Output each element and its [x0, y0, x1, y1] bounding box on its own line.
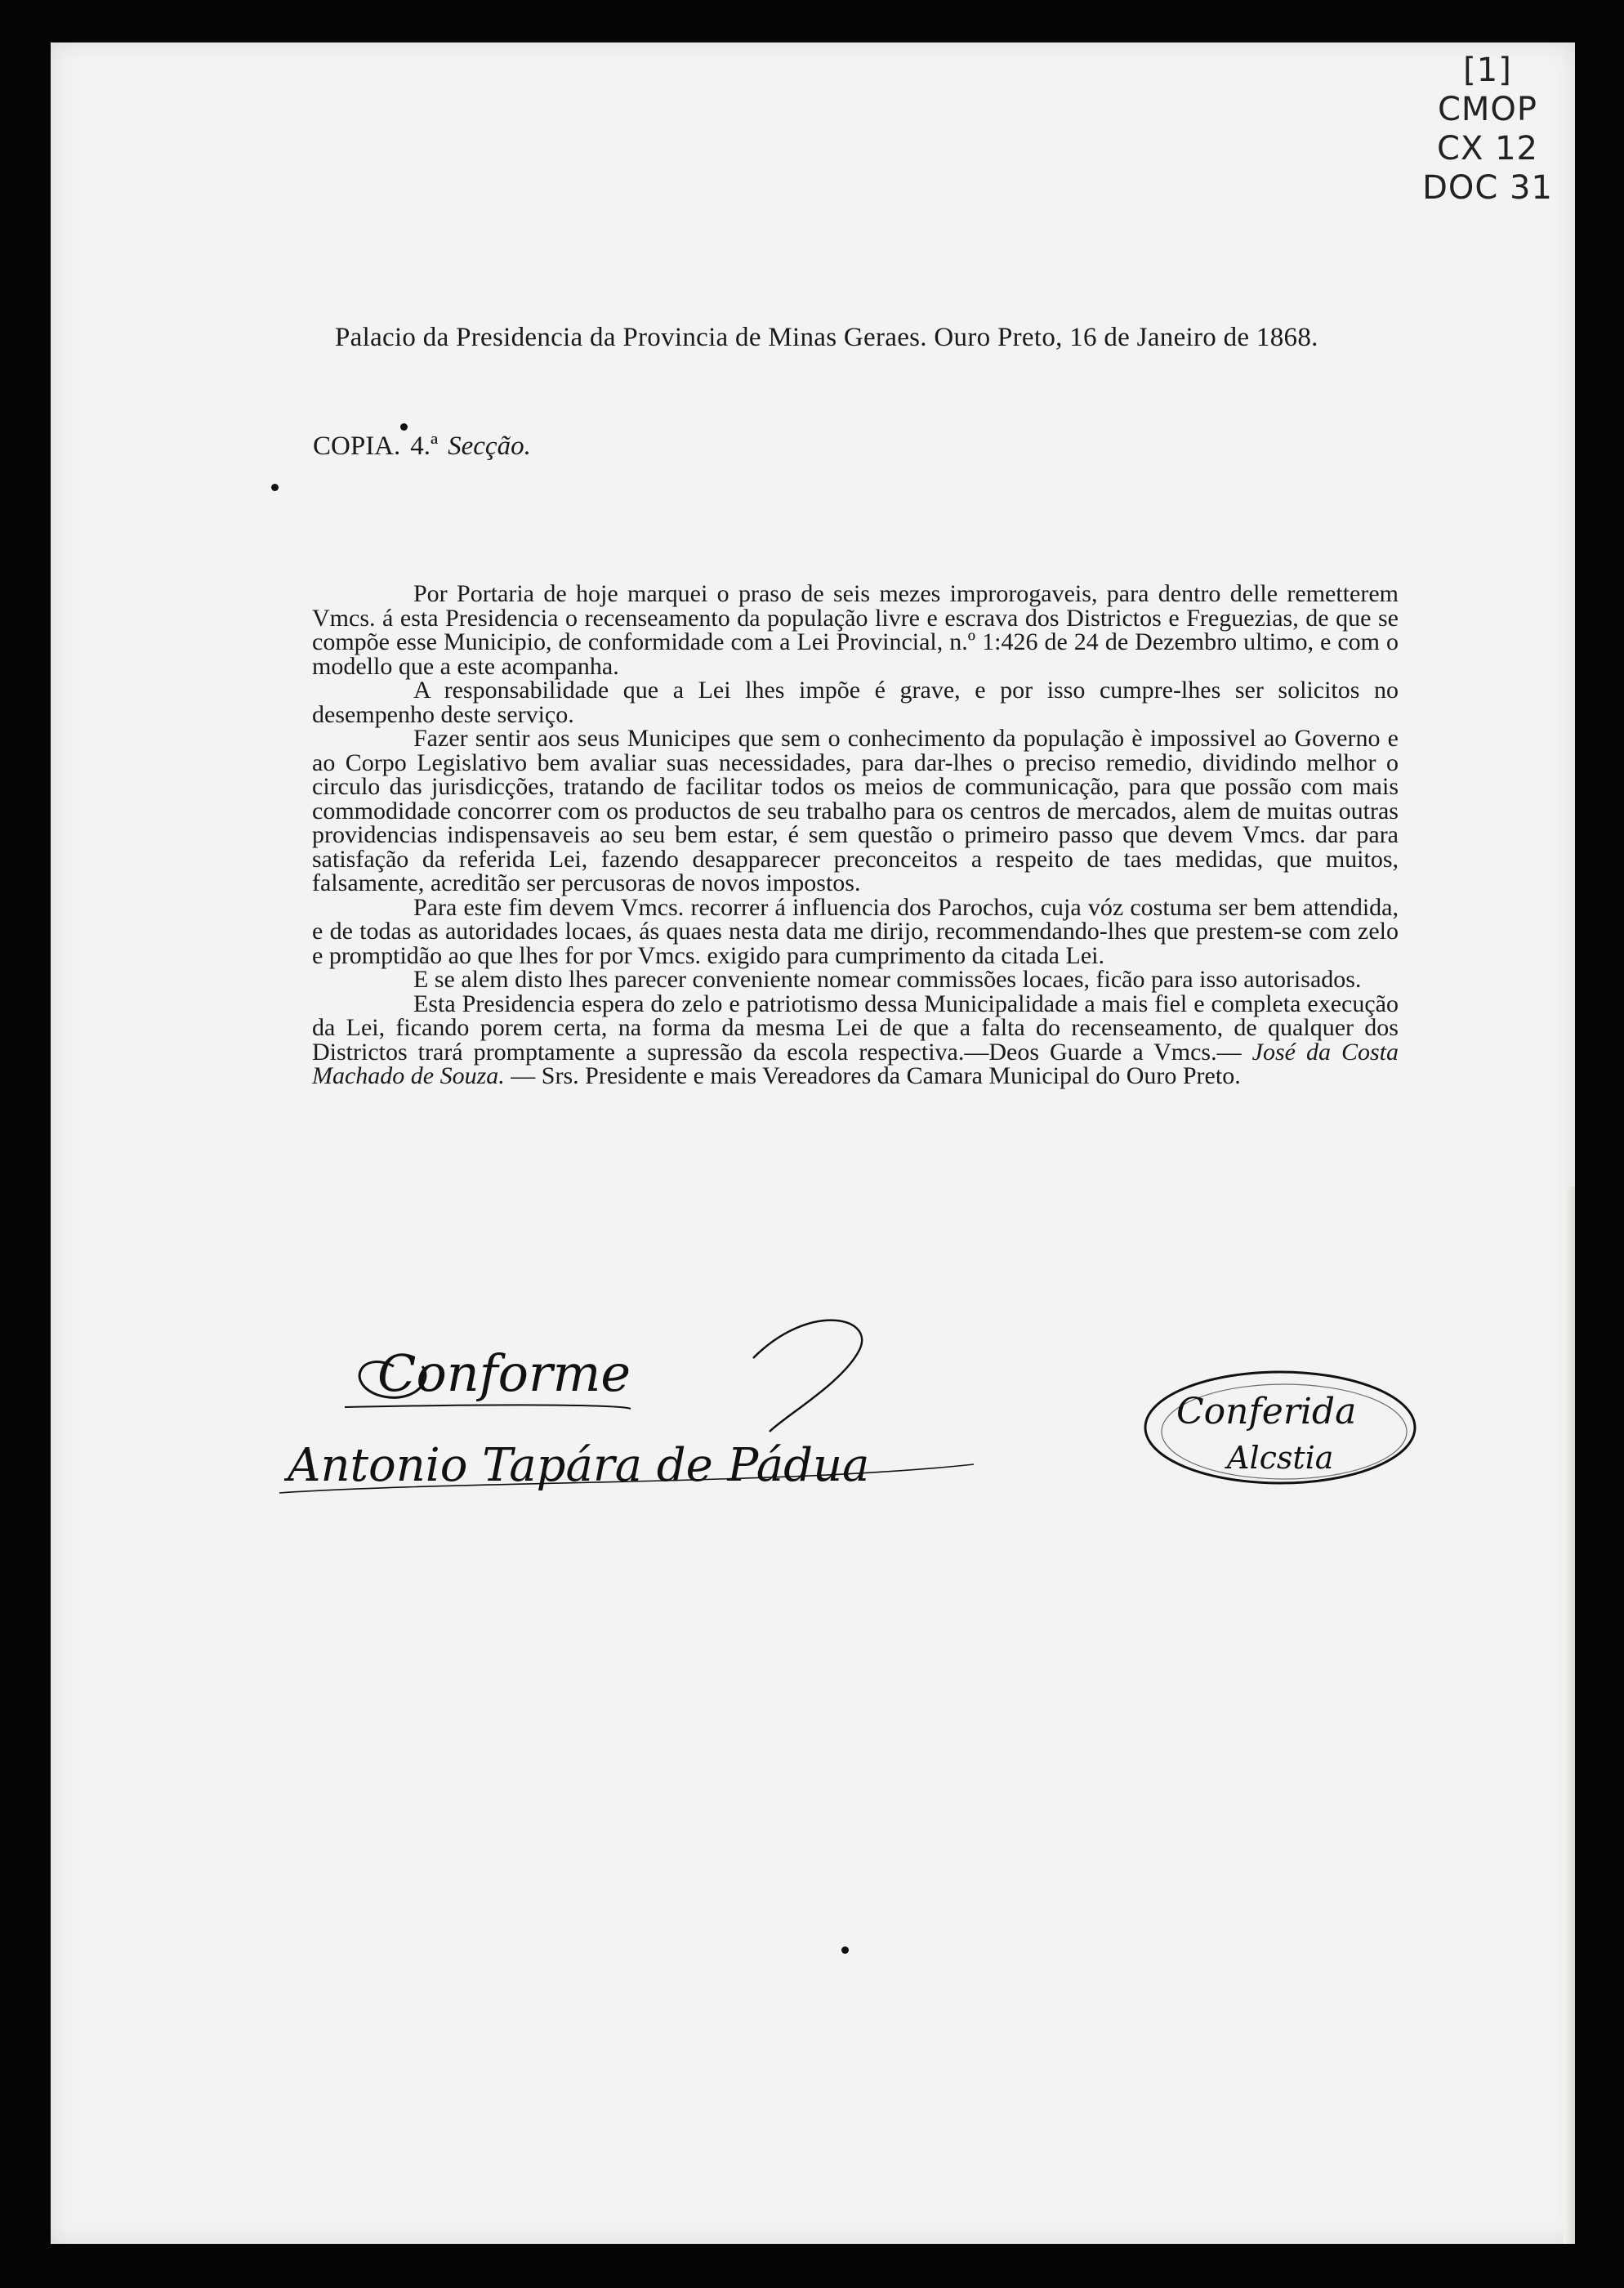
signature-conferida: Conferida — [1176, 1391, 1357, 1432]
ink-dot — [841, 1946, 849, 1954]
signature-initials: Alcstia — [1227, 1440, 1334, 1476]
page-edge-shadow — [1564, 1186, 1575, 2244]
paragraph: E se alem disto lhes parecer conveniente nomear commissões locaes, ficão para isso autorisados. — [413, 966, 1362, 993]
archive-label-line4: DOC 31 — [1422, 169, 1553, 207]
signer-name: José da Costa Machado de Souza. — [312, 1038, 1399, 1089]
section-number: 4.ª — [410, 431, 439, 461]
signature-conforme: Conforme — [377, 1343, 631, 1403]
addressee-text: — Srs. Presidente e mais Vereadores da Camara Municipal do Ouro Preto. — [504, 1062, 1241, 1089]
ink-dot — [400, 423, 408, 431]
letter-body — [312, 582, 1399, 1088]
paragraph: A responsabilidade que a Lei lhes impõe é grave, e por isso cumpre-lhes ser solicitos no desempenho deste serviço. — [312, 677, 1399, 728]
archive-label-line2: CMOP — [1437, 91, 1538, 128]
paragraph: Para este fim devem Vmcs. recorrer á influencia dos Parochos, cuja vóz costuma ser bem attendida, e de todas as autoridades locaes, ás quaes nesta data me dirijo, recommendando-lhes que prestem-se com zelo e promptidão ao que lhes for por Vmcs. exigido para cumprimento da citada Lei. — [312, 893, 1399, 969]
copia-label: COPIA. — [313, 431, 401, 461]
section-label: Secção. — [448, 431, 531, 461]
closing-text: Esta Presidencia espera do zelo e patriotismo dessa Municipalidade a mais fiel e completa execução da Lei, ficando porem certa, na forma da mesma Lei de que a falta do recenseamento, de qualquer dos Districtos trará promptamente a supressão da escola respectiva.—Deos Guarde a Vmcs.— — [312, 990, 1399, 1066]
ink-dot — [271, 484, 279, 491]
closing-paragraph — [312, 992, 1399, 1088]
archive-reference-label — [1410, 51, 1565, 208]
paragraph: Por Portaria de hoje marquei o praso de seis mezes improrogaveis, para dentro delle remetterem Vmcs. á esta Presidencia o recenseamento da população livre e escrava dos Districtos e Freguezias, de que se compõe esse Municipio, de conformidade com a Lei Provincial, n.º 1:426 de 24 de Dezembro ultimo, e com o modello que a este acompanha. — [312, 580, 1399, 680]
signature-name: Antonio Tapára de Pádua — [288, 1439, 870, 1492]
paragraph: Fazer sentir aos seus Municipes que sem o conhecimento da população è impossivel ao Governo e ao Corpo Legislativo bem avaliar suas necessidades, para dar-lhes o preciso remedio, dividindo melhor o circulo das jurisdicções, tratando de facilitar todos os meios de communicação, para que possão com mais commodidade concorrer com os productos de seu trabalho para os centros de mercados, alem de muitas outras providencias indispensaveis ao seu bem estar, é sem questão o primeiro passo que devem Vmcs. dar para satisfação da referida Lei, fazendo desapparecer preconceitos a respeito de taes medidas, que muitos, falsamente, acreditão ser percusoras de novos impostos. — [312, 725, 1399, 896]
handwritten-signatures — [51, 42, 1575, 2244]
archive-label-line3: CX 12 — [1437, 130, 1538, 168]
document-page — [51, 42, 1575, 2244]
archive-label-line1: [1] — [1463, 51, 1512, 89]
copia-line — [313, 431, 531, 462]
document-heading: Palacio da Presidencia da Provincia de Minas Geraes. Ouro Preto, 16 de Janeiro de 1868. — [335, 323, 1318, 352]
